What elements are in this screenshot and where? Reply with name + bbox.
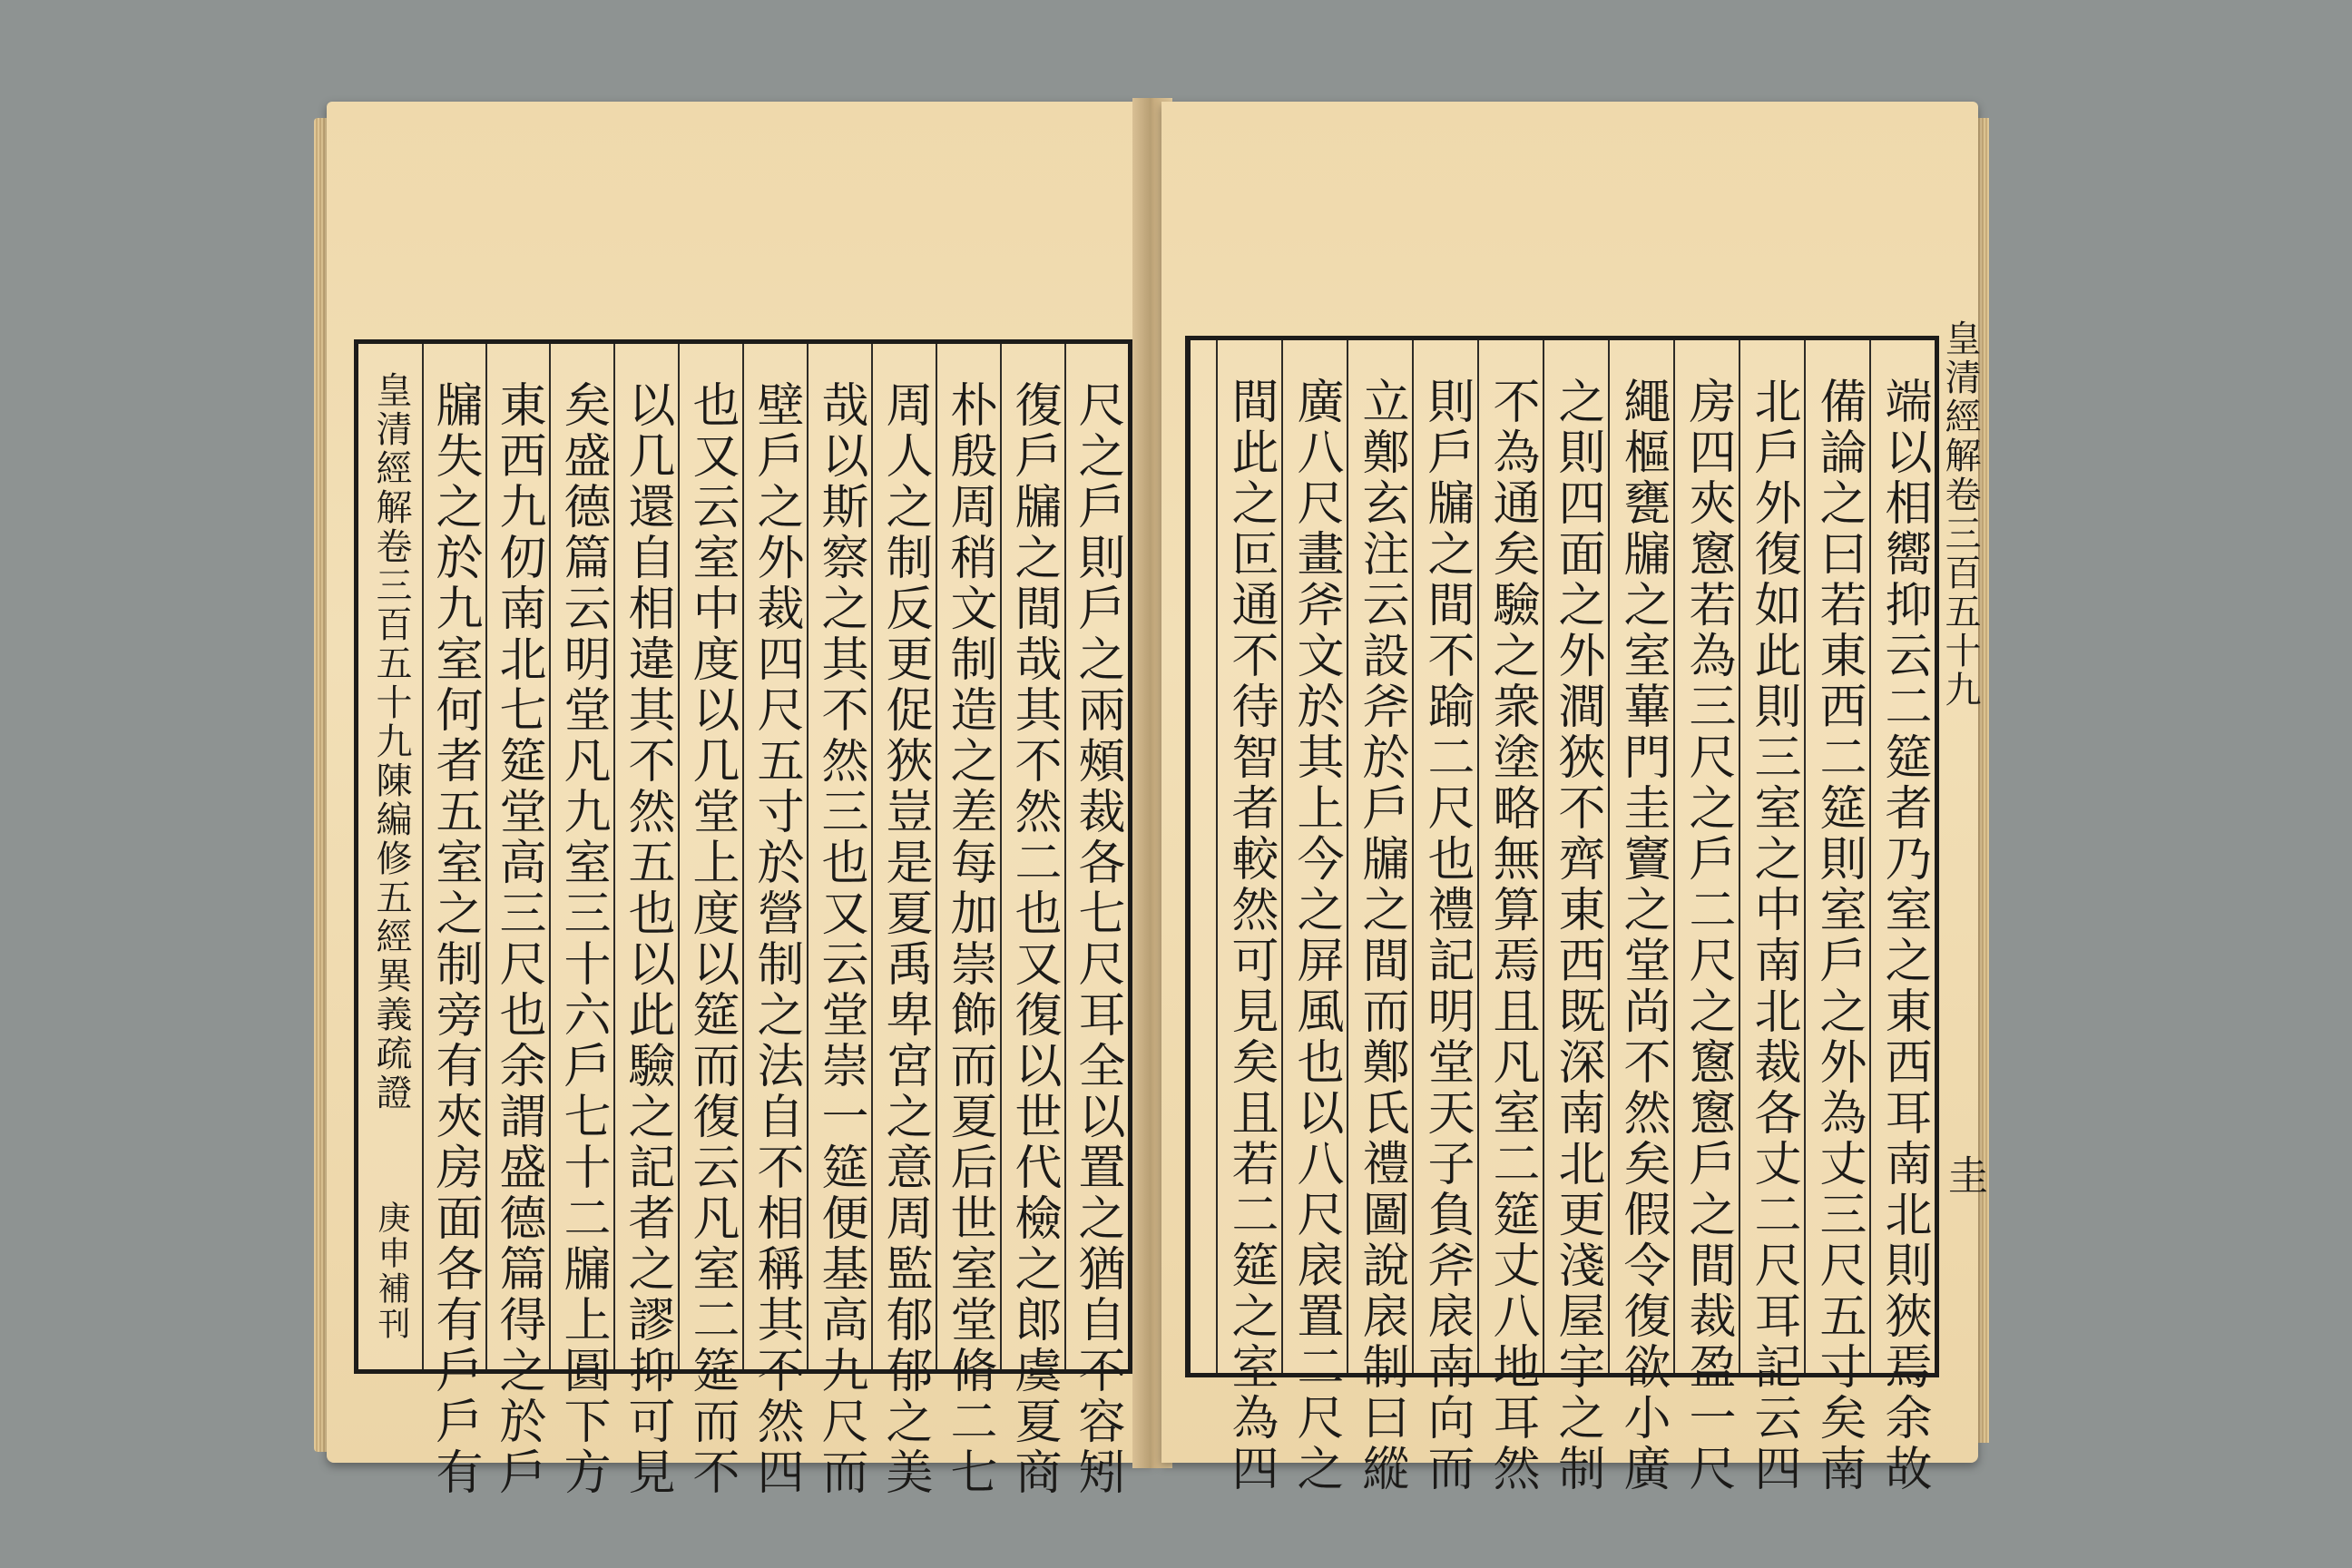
left-column-5 xyxy=(807,344,871,1498)
right-page xyxy=(1161,102,1987,1494)
right-column-8-text: 則戶牖之間不踰二尺也禮記明堂天子負斧扆南向而 xyxy=(1419,377,1474,1494)
left-column-6-text: 壁戶之外裁四尺五寸於營制之法自不相稱其不然四 xyxy=(749,380,803,1498)
left-column-10-text: 東西九仞南北七筵堂高三尺也余謂盛德篇得之於戶 xyxy=(491,380,545,1498)
right-column-11-text: 間此之叵通不待智者較然可見矣且若二筵之室為四 xyxy=(1223,377,1278,1494)
left-page-footer: 庚申補刊 xyxy=(373,1200,410,1342)
left-column-8 xyxy=(613,344,678,1498)
right-text-frame xyxy=(1185,336,1939,1494)
right-column-9 xyxy=(1347,340,1412,1494)
left-page xyxy=(327,102,1152,1498)
right-page-heading: 皇清經解卷三百五十九 xyxy=(1939,319,1981,710)
right-column-1-text: 端以相嚮抑云二筵者乃室之東西耳南北則狹焉余故 xyxy=(1877,377,1931,1494)
right-column-10-text: 廣八尺畫斧文於其上今之屏風也以八尺扆置二尺之 xyxy=(1289,377,1343,1494)
right-page-edge xyxy=(1976,118,1989,1443)
left-column-11 xyxy=(422,344,485,1498)
right-column-2 xyxy=(1804,340,1869,1494)
left-text-frame xyxy=(354,339,1133,1498)
right-column-5 xyxy=(1608,340,1673,1494)
left-column-2 xyxy=(1000,344,1064,1498)
right-column-9-text: 立鄭玄注云設斧於戶牖之間而鄭氏禮圖說扆制曰縱 xyxy=(1354,377,1408,1494)
right-column-8 xyxy=(1412,340,1477,1494)
left-column-6 xyxy=(742,344,807,1498)
right-column-4-text: 房四夾窻若為三尺之戶二尺之窻窻戶之間裁盈一尺 xyxy=(1681,377,1735,1494)
left-column-7-text: 也又云室中度以几堂上度以筵而復云凡室二筵而不 xyxy=(684,380,739,1498)
left-column-4-text: 周人之制反更促狹豈是夏禹卑宮之意周監郁郁之美 xyxy=(877,380,932,1498)
right-page-number: 圭 xyxy=(1941,1154,1987,1194)
right-column-11 xyxy=(1216,340,1281,1494)
right-column-7-text: 不為通矣驗之衆塗略無算焉且凡室二筵丈八地耳然 xyxy=(1485,377,1539,1494)
left-column-3-text: 朴殷周稍文制造之差每加崇飾而夏后世室堂脩二七 xyxy=(942,380,996,1498)
left-column-9-text: 矣盛德篇云明堂凡九室三十六戶七十二牖上圓下方 xyxy=(555,380,610,1498)
left-column-10 xyxy=(485,344,549,1498)
right-column-5-text: 繩樞甕牖之室蓽門圭竇之堂尚不然矣假令復欲小廣 xyxy=(1615,377,1670,1494)
left-column-11-text: 牖失之於九室何者五室之制旁有夾房面各有戶戶有 xyxy=(427,380,482,1498)
left-column-3 xyxy=(936,344,1000,1498)
right-column-3 xyxy=(1739,340,1804,1494)
right-column-2-text: 備論之曰若東西二筵則室戶之外為丈三尺五寸矣南 xyxy=(1811,377,1866,1494)
right-column-3-text: 北戶外復如此則三室之中南北裁各丈二尺耳記云四 xyxy=(1746,377,1800,1494)
left-column-4 xyxy=(871,344,936,1498)
left-column-8-text: 以几還自相違其不然五也以此驗之記者之謬抑可見 xyxy=(620,380,674,1498)
right-column-6-text: 之則四面之外澗狹不齊東西既深南北更淺屋宇之制 xyxy=(1550,377,1604,1494)
left-column-7 xyxy=(678,344,742,1498)
right-column-4 xyxy=(1673,340,1739,1494)
right-column-1 xyxy=(1869,340,1935,1494)
left-column-1-text: 尺之戶則戶之兩頰裁各七尺耳全以置之猶自不容矧 xyxy=(1070,380,1124,1498)
right-column-7 xyxy=(1477,340,1543,1494)
right-column-10 xyxy=(1281,340,1347,1494)
left-page-heading: 皇清經解卷三百五十九陳編修五經異義疏證 xyxy=(370,371,412,1112)
left-column-5-text: 哉以斯察之其不然三也又云堂崇一筵便基高九尺而 xyxy=(813,380,867,1498)
left-page-heading-strip xyxy=(358,344,422,1369)
right-column-6 xyxy=(1543,340,1608,1494)
left-column-9 xyxy=(549,344,613,1498)
open-book xyxy=(327,91,1987,1498)
left-column-2-text: 復戶牖之間哉其不然二也又復以世代檢之郎虞夏商 xyxy=(1006,380,1061,1498)
left-column-1 xyxy=(1064,344,1128,1498)
